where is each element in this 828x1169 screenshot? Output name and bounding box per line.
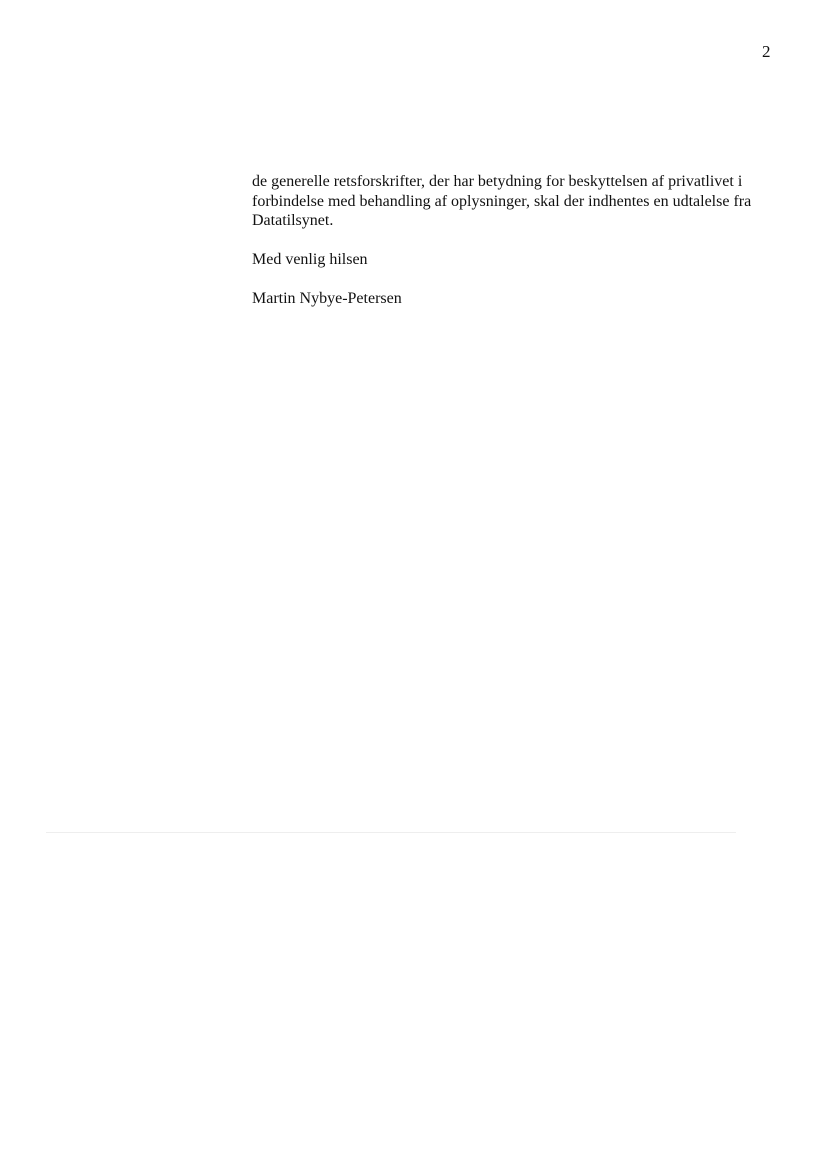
signature-name: Martin Nybye-Petersen [252,290,402,307]
page-number: 2 [762,42,771,61]
scan-artifact-line [46,832,736,833]
paragraph-line: de generelle retsforskrifter, der har betydning for beskyttelsen af privatlivet i [252,173,743,190]
body-paragraph [252,172,792,231]
paragraph-line: forbindelse med behandling af oplysninger, skal der indhentes en udtalelse fra [252,192,752,210]
paragraph-line: Datatilsynet. [252,212,334,229]
closing-salutation: Med venlig hilsen [252,251,368,268]
